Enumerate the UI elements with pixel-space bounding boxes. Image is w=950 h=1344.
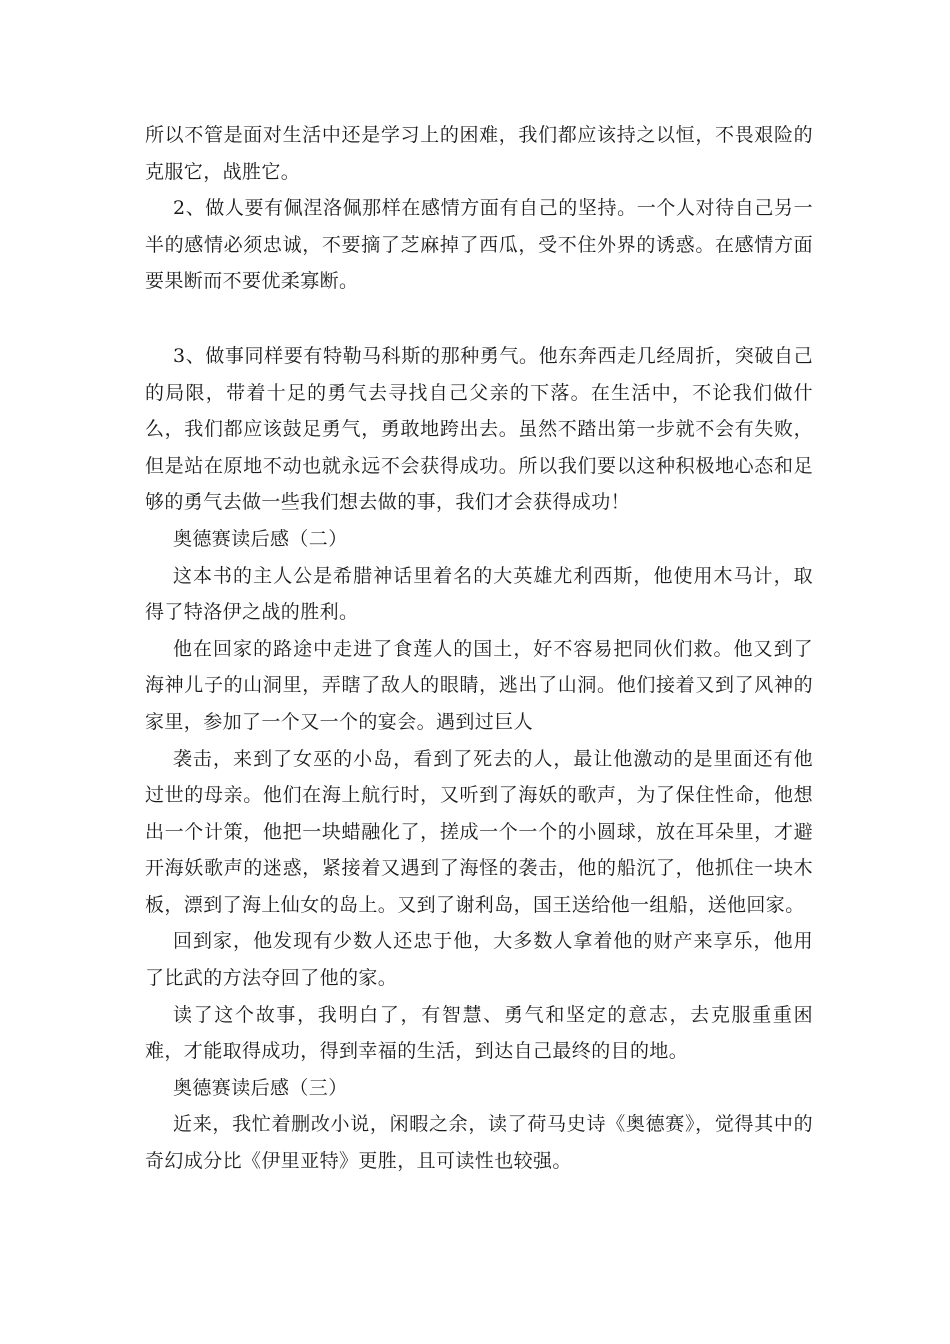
paragraph-reflection: 读了这个故事，我明白了，有智慧、勇气和坚定的意志，去克服重重困难，才能取得成功，得到幸福的生活，到达自己最终的目的地。 bbox=[145, 1003, 813, 1063]
paragraph-journey: 他在回家的路途中走进了食莲人的国土，好不容易把同伙们救。他又到了海神儿子的山洞里，弄瞎了敌人的眼睛，逃出了山洞。他们接着又到了风神的家里，参加了一个又一个的宴会。遇到过巨人 bbox=[145, 637, 813, 733]
paragraph-sea-voyage: 袭击，来到了女巫的小岛，看到了死去的人，最让他激动的是里面还有他过世的母亲。他们在海上航行时，又听到了海妖的歌声，为了保住性命，他想出一个计策，他把一块蜡融化了，搓成一个一个的小圆球，放在耳朵里，才避开海妖歌声的迷惑，紧接着又遇到了海怪的袭击，他的船沉了，他抓住一块木板，漂到了海上仙女的岛上。又到了谢利岛，国王送给他一组船，送他回家。 bbox=[145, 747, 813, 916]
paragraph-reading-note: 近来，我忙着删改小说，闲暇之余，读了荷马史诗《奥德赛》，觉得其中的奇幻成分比《伊里亚特》更胜，且可读性也较强。 bbox=[145, 1113, 813, 1173]
paragraph-gap bbox=[145, 300, 813, 338]
paragraph-continuation: 所以不管是面对生活中还是学习上的困难，我们都应该持之以恒，不畏艰险的克服它，战胜它。 bbox=[145, 124, 813, 183]
paragraph-point-2: 2、做人要有佩涅洛佩那样在感情方面有自己的坚持。一个人对待自己另一半的感情必须忠诚，不要摘了芝麻掉了西瓜，受不住外界的诱惑。在感情方面要果断而不要优柔寡断。 bbox=[145, 197, 813, 293]
paragraph-homecoming: 回到家，他发现有少数人还忠于他，大多数人拿着他的财产来享乐，他用了比武的方法夺回了他的家。 bbox=[145, 930, 813, 990]
section-heading-3: 奥德赛读后感（三） bbox=[173, 1076, 348, 1099]
paragraph-intro-hero: 这本书的主人公是希腊神话里着名的大英雄尤利西斯，他使用木马计，取得了特洛伊之战的胜利。 bbox=[145, 564, 813, 624]
section-heading-2: 奥德赛读后感（二） bbox=[173, 527, 348, 550]
document-body bbox=[145, 117, 813, 1180]
paragraph-point-3: 3、做事同样要有特勒马科斯的那种勇气。他东奔西走几经周折，突破自己的局限，带着十足的勇气去寻找自己父亲的下落。在生活中，不论我们做什么，我们都应该鼓足勇气，勇敢地跨出去。虽然不踏出第一步就不会有失败，但是站在原地不动也就永远不会获得成功。所以我们要以这种积极地心态和足够的勇气去做一些我们想去做的事，我们才会获得成功！ bbox=[145, 344, 813, 514]
